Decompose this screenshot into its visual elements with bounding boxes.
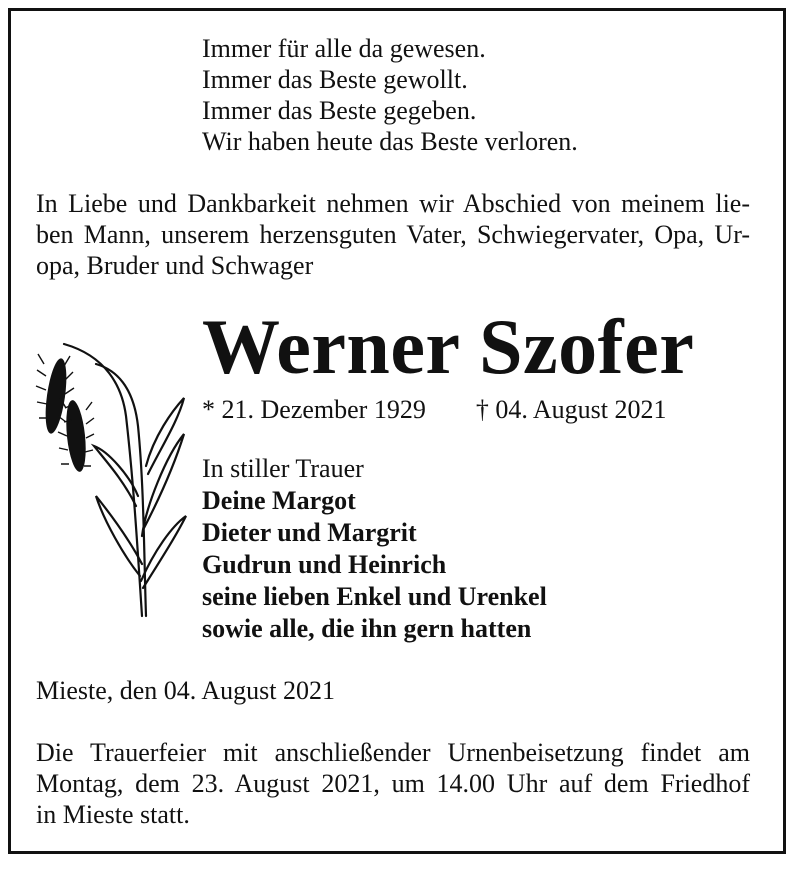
- farewell-text: [36, 188, 750, 281]
- mourner: seine lieben Enkel und Urenkel: [202, 582, 547, 611]
- birth-date: * 21. Dezember 1929: [202, 395, 426, 424]
- mourners-list: [202, 453, 547, 645]
- farewell-line: ben Mann, unserem herzensguten Vater, Schwiegervater, Opa, Ur-: [36, 220, 750, 249]
- mourner: Deine Margot: [202, 486, 356, 515]
- service-line: Die Trauerfeier mit anschließender Urnenbeisetzung findet am: [36, 738, 750, 767]
- mourner: Gudrun und Heinrich: [202, 550, 447, 579]
- funeral-service-info: [36, 737, 750, 830]
- death-date: † 04. August 2021: [475, 395, 667, 424]
- farewell-line: In Liebe und Dankbarkeit nehmen wir Abschied von meinem lie-: [36, 189, 750, 218]
- service-line: in Mieste statt.: [36, 800, 190, 829]
- mourner: sowie alle, die ihn gern hatten: [202, 614, 532, 643]
- deceased-name: Werner Szofer: [202, 303, 695, 390]
- poem: [202, 33, 578, 157]
- wheat-stalks-icon: [34, 336, 194, 626]
- poem-line: Immer das Beste gewollt.: [202, 65, 468, 94]
- mourning-intro: In stiller Trauer: [202, 454, 364, 483]
- poem-line: Wir haben heute das Beste verloren.: [202, 127, 578, 156]
- farewell-line: opa, Bruder und Schwager: [36, 251, 314, 280]
- life-dates: [202, 394, 667, 425]
- poem-line: Immer das Beste gegeben.: [202, 96, 477, 125]
- service-line: Montag, dem 23. August 2021, um 14.00 Uhr auf dem Friedhof: [36, 769, 750, 798]
- poem-line: Immer für alle da gewesen.: [202, 34, 486, 63]
- place-date: Mieste, den 04. August 2021: [36, 676, 335, 705]
- mourner: Dieter und Margrit: [202, 518, 417, 547]
